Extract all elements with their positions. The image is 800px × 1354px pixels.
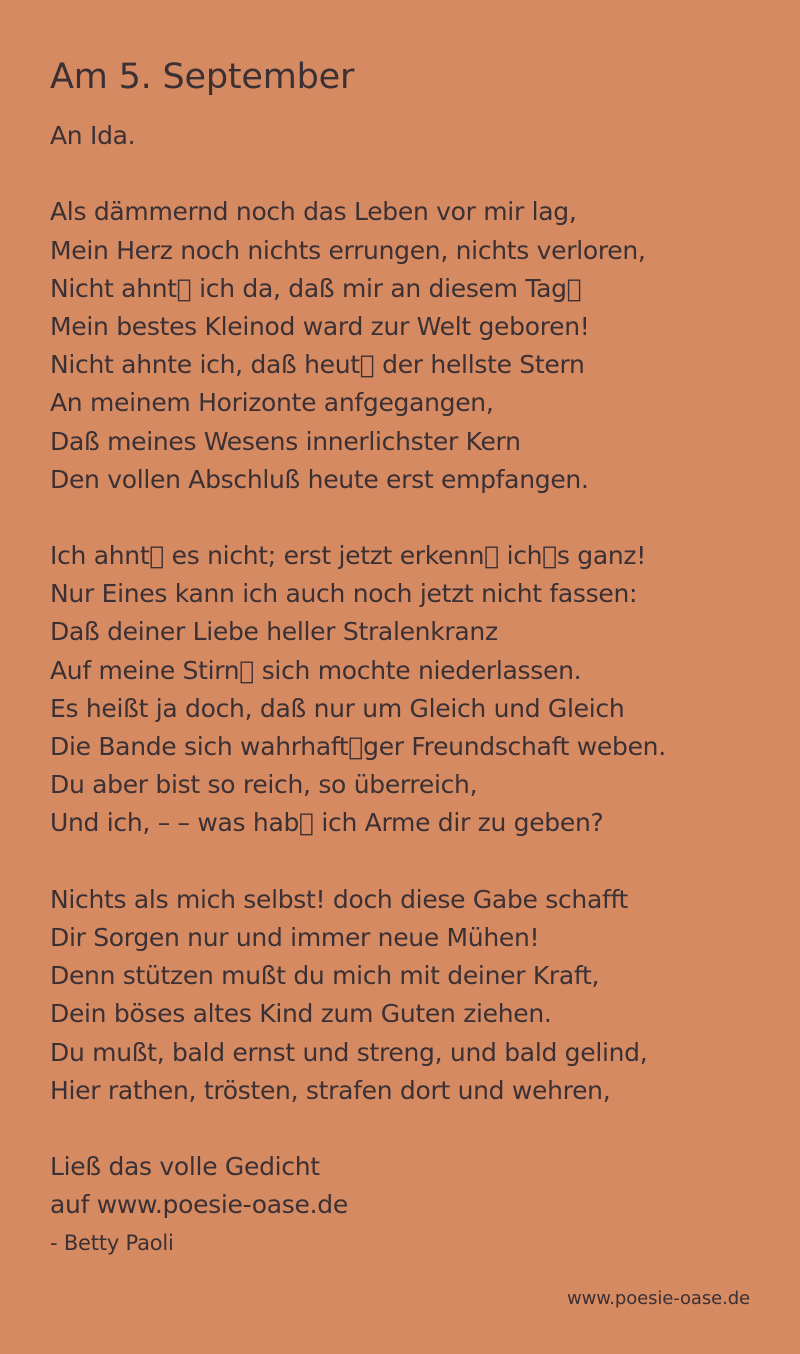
poem-line: Daß deiner Liebe heller Stralenkranz <box>50 617 498 647</box>
footer-website-link[interactable]: www.poesie-oase.de <box>567 1288 750 1309</box>
poem-line: Mein Herz noch nichts errungen, nichts verloren, <box>50 235 646 265</box>
read-more-line: auf www.poesie-oase.de <box>50 1190 348 1220</box>
poem-line: Es heißt ja doch, daß nur um Gleich und Gleich <box>50 693 625 723</box>
poem-line: Nicht ahnt￾ ich da, daß mir an diesem Tag￾ <box>50 273 582 303</box>
poem-line: Dir Sorgen nur und immer neue Mühen! <box>50 922 540 952</box>
poem-line: Als dämmernd noch das Leben vor mir lag, <box>50 197 577 227</box>
read-more-note <box>50 1148 770 1224</box>
stanza-1 <box>50 193 770 499</box>
poem-line: Hier rathen, trösten, strafen dort und wehren, <box>50 1075 611 1105</box>
poem-line: An meinem Horizonte anfgegangen, <box>50 388 494 418</box>
poem-line: Ich ahnt￾ es nicht; erst jetzt erkenn￾ ich￾s ganz! <box>50 541 646 571</box>
poem-dedication: An Ida. <box>50 121 136 150</box>
poem-line: Du mußt, bald ernst und streng, und bald gelind, <box>50 1037 648 1067</box>
stanza-3 <box>50 881 770 1110</box>
stanza-gap <box>50 843 770 881</box>
poem-line: Dein böses altes Kind zum Guten ziehen. <box>50 999 552 1029</box>
poem-line: Du aber bist so reich, so überreich, <box>50 770 478 800</box>
poem-line: Und ich, – – was hab￾ ich Arme dir zu geben? <box>50 808 604 838</box>
stanza-gap <box>50 155 770 193</box>
poem-line: Nur Eines kann ich auch noch jetzt nicht fassen: <box>50 579 638 609</box>
poem-author: - Betty Paoli <box>50 1231 174 1256</box>
poem-line: Nicht ahnte ich, daß heut￾ der hellste Stern <box>50 350 585 380</box>
poem-line: Denn stützen mußt du mich mit deiner Kraft, <box>50 961 600 991</box>
read-more-line: Ließ das volle Gedicht <box>50 1152 320 1182</box>
poem-line: Daß meines Wesens innerlichster Kern <box>50 426 521 456</box>
stanza-gap <box>50 499 770 537</box>
poem-line: Den vollen Abschluß heute erst empfangen. <box>50 464 589 494</box>
stanza-2 <box>50 537 770 843</box>
stanza-gap <box>50 1110 770 1148</box>
poem-line: Nichts als mich selbst! doch diese Gabe schafft <box>50 884 629 914</box>
poem-line: Die Bande sich wahrhaft￾ger Freundschaft weben. <box>50 732 666 761</box>
poem-title: Am 5. September <box>50 57 355 97</box>
poem-content <box>50 48 770 1258</box>
poem-line: Mein bestes Kleinod ward zur Welt geboren! <box>50 311 590 341</box>
poem-line: Auf meine Stirn￾ sich mochte niederlassen. <box>50 655 582 685</box>
